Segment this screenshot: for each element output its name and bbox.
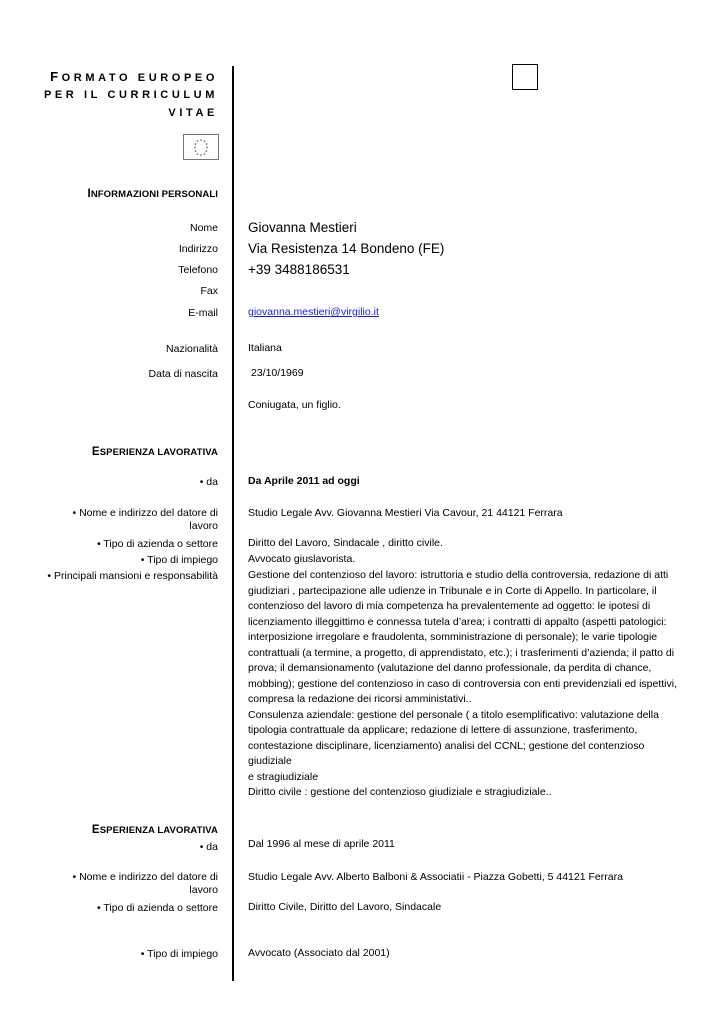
phone-label: Telefono bbox=[178, 264, 218, 276]
exp2-employer-label-line-2: lavoro bbox=[189, 884, 218, 896]
duties-line: contrattuali (a termine, a progetto, di apprendistato, etc.); i trasferimenti d’azienda; il patto di bbox=[248, 646, 675, 659]
exp1-from-value: Da Aprile 2011 ad oggi bbox=[248, 475, 360, 487]
email-label: E-mail bbox=[188, 307, 218, 319]
section-work-experience-2 bbox=[92, 824, 218, 836]
cv-title-line-2: PER IL CURRICULUM bbox=[43, 89, 218, 101]
cv-title-line-1 bbox=[50, 68, 218, 87]
exp2-job-label: • Tipo di impiego bbox=[140, 948, 218, 960]
exp2-from-value: Dal 1996 al mese di aprile 2011 bbox=[248, 838, 395, 850]
exp2-employer-value: Studio Legale Avv. Alberto Balboni & Associatii - Piazza Gobetti, 5 44121 Ferrara bbox=[248, 871, 623, 883]
family-note: Coniugata, un figlio. bbox=[248, 399, 341, 411]
duties-line: Consulenza aziendale: gestione del personale ( a titolo esemplificativo: valutazione della bbox=[248, 708, 659, 721]
title-rest: ORMATO EUROPEO bbox=[61, 72, 218, 84]
duties-line: licenziamento illeggittimo e connessa tutela d’area; i contratti di appalto (aspetti patologici: bbox=[248, 615, 667, 628]
exp1-sector-value: Diritto del Lavoro, Sindacale , diritto civile. bbox=[248, 537, 443, 549]
exp1-sector-label: • Tipo di azienda o settore bbox=[96, 538, 218, 550]
duties-line: interposizione irregolare e fraudolenta, somministrazione di personale); le varie tipologie bbox=[248, 631, 658, 643]
birth-date-label: Data di nascita bbox=[148, 368, 218, 380]
exp1-employer-value: Studio Legale Avv. Giovanna Mestieri Via Cavour, 21 44121 Ferrara bbox=[248, 507, 563, 519]
birth-date-value: 23/10/1969 bbox=[251, 367, 304, 379]
duties-line: Gestione del contenzioso del lavoro: istruttoria e studio della controversia, redazione di atti bbox=[248, 569, 669, 581]
duties-line: contenzioso del lavoro di mia competenza ha prevalentemente ad oggetto: le ipotesi di bbox=[248, 600, 651, 612]
exp2-sector-label: • Tipo di azienda o settore bbox=[96, 902, 218, 914]
exp1-job-value: Avvocato giuslavorista. bbox=[248, 553, 356, 565]
title-initial: F bbox=[50, 69, 62, 84]
duties-line: mobbing); gestione del contenzioso in caso di controversia con enti previdenziali ed ispettivi, bbox=[248, 677, 677, 690]
duties-line: contestazione disciplinare, licenziamento) analisi del CCNL; gestione del contenzioso giudiziale bbox=[248, 739, 645, 767]
section-personal-info bbox=[88, 188, 218, 200]
name-value: Giovanna Mestieri bbox=[248, 220, 357, 235]
section-rest: NFORMAZIONI PERSONALI bbox=[90, 189, 218, 200]
cv-title-line-3: VITAE bbox=[168, 107, 218, 119]
exp1-job-label: • Tipo di impiego bbox=[140, 554, 218, 566]
eu-flag-icon bbox=[183, 134, 219, 160]
email-link[interactable]: giovanna.mestieri@virgilio.it bbox=[248, 306, 379, 318]
section-initial: E bbox=[91, 824, 100, 836]
duties-line: e stragiudiziale bbox=[248, 770, 319, 783]
vertical-divider bbox=[232, 66, 234, 981]
exp1-duties-label: • Principali mansioni e responsabilità bbox=[47, 570, 218, 582]
section-work-experience-1 bbox=[92, 446, 218, 458]
section-initial: I bbox=[87, 188, 91, 200]
fax-label: Fax bbox=[200, 285, 218, 297]
exp2-employer-label-line-1: • Nome e indirizzo del datore di bbox=[72, 871, 218, 883]
duties-line: tipologia contrattuale da applicare; redazione di lettere di assunzione, trasferimento, bbox=[248, 724, 638, 736]
section-rest: SPERIENZA LAVORATIVA bbox=[99, 825, 218, 836]
exp1-duties-text bbox=[248, 568, 678, 801]
exp1-employer-label-line-2: lavoro bbox=[189, 520, 218, 532]
duties-line: Diritto civile : gestione del contenzioso giudiziale e stragiudiziale.. bbox=[248, 786, 552, 798]
address-label: Indirizzo bbox=[178, 243, 218, 255]
section-initial: E bbox=[91, 446, 100, 458]
exp2-from-label: • da bbox=[199, 841, 218, 853]
nationality-label: Nazionalità bbox=[166, 343, 218, 355]
photo-placeholder bbox=[512, 64, 538, 90]
phone-value: +39 3488186531 bbox=[248, 262, 350, 277]
duties-line: giudiziari , partecipazione alle udienze in Tribunale e in Corte di Appello. In particolare, il bbox=[248, 584, 657, 597]
exp1-employer-label-line-1: • Nome e indirizzo del datore di bbox=[72, 507, 218, 519]
name-label: Nome bbox=[189, 222, 218, 234]
exp2-job-value: Avvocato (Associato dal 2001) bbox=[248, 947, 390, 959]
exp2-sector-value: Diritto Civile, Diritto del Lavoro, Sindacale bbox=[248, 901, 442, 913]
nationality-value: Italiana bbox=[248, 342, 282, 354]
section-rest: SPERIENZA LAVORATIVA bbox=[99, 447, 218, 458]
exp1-from-label: • da bbox=[199, 476, 218, 488]
duties-line: compresa la redazione dei ricorsi amministativi.. bbox=[248, 693, 472, 705]
address-value: Via Resistenza 14 Bondeno (FE) bbox=[248, 241, 445, 256]
duties-line: prova; il demansionamento (valutazione del danno professionale, da perdita di chance, bbox=[248, 662, 652, 674]
